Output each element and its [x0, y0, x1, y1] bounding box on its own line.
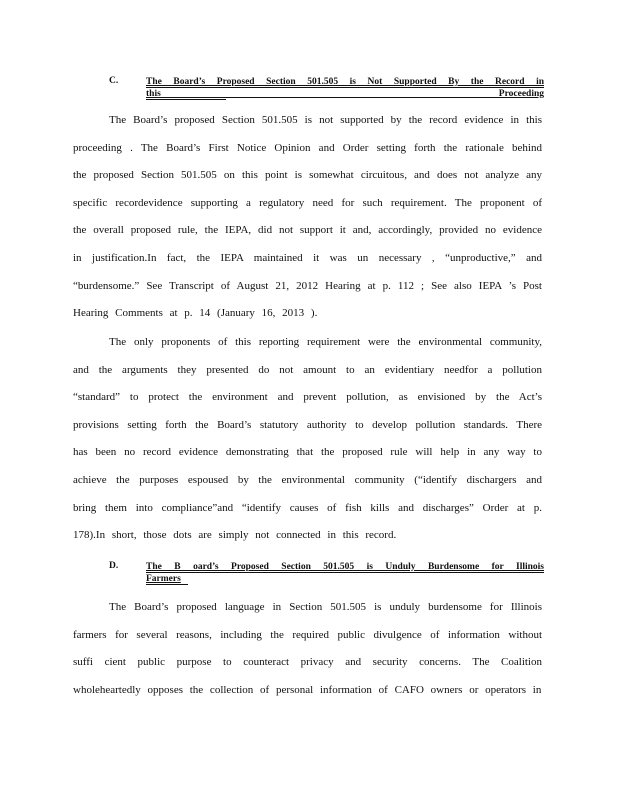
section-d-heading: [73, 561, 545, 587]
section-c-title-line-2: this Proceeding: [146, 89, 544, 99]
paragraph-3: The Board’s proposed language in Section 501.505 is unduly burdensome for Illinois farmers for several reasons, including the required public divulgence of information without suffi cient public purpose to counteract privacy and security concerns. The Coalition wholeheartedly opposes the collection of personal information of CAFO owners or operators in: [73, 601, 542, 696]
section-c-heading: [73, 76, 545, 102]
paragraph-2: The only proponents of this reporting requirement were the environmental community, and the arguments they presented do not amount to an evidentiary needfor a pollution “standard” to protect the environment and prevent pollution, as envisioned by the Act’s provisions setting forth the Board’s statutory authority to develop pollution standards. There has been no record evidence demonstrating that the proposed rule will help in any way to achieve the purposes espoused by the environmental community (“identify dischargers and bring them into compliance”and “identify causes of fish kills and discharges” Order at p. 178).In short, those dots are simply not connected in this record.: [73, 336, 542, 542]
section-c-title-rule: [146, 87, 544, 88]
section-d-title-line-1: The B oard’s Proposed Section 501.505 is Unduly Burdensome for Illinois: [146, 562, 544, 572]
section-c-title-line-1: The Board’s Proposed Section 501.505 is Not Supported By the Record in: [146, 77, 544, 87]
section-d-title-rule-2: [146, 584, 188, 585]
section-d-title-line-2: Farmers: [146, 574, 181, 584]
section-c-letter: C.: [109, 76, 119, 86]
section-d-letter: D.: [109, 561, 119, 571]
section-d-title-rule: [146, 572, 544, 573]
paragraph-1: The Board’s proposed Section 501.505 is not supported by the record evidence in this proceeding . The Board’s First Notice Opinion and Order setting forth the rationale behind the proposed Section 501.505 on this point is somewhat circuitous, and does not analyze any specific recordevidence supporting a regulatory need for such requirement. The proponent of the overall proposed rule, the IEPA, did not support it and, accordingly, provided no evidence in justification.In fact, the IEPA maintained it was un necessary , “unproductive,” and “burdensome.” See Transcript of August 21, 2012 Hearing at p. 112 ; See also IEPA ’s Post Hearing Comments at p. 14 (January 16, 2013 ).: [73, 114, 542, 320]
section-c-title-rule-2: [146, 99, 226, 100]
